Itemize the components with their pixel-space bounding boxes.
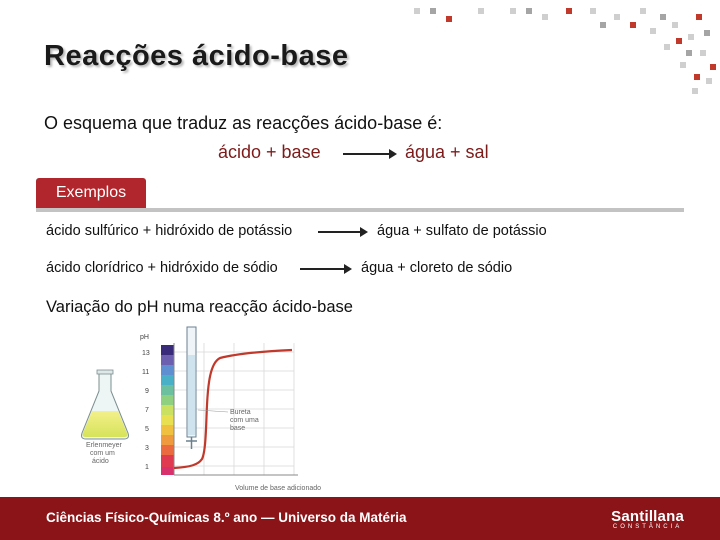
examples-tab: Exemplos: [36, 178, 146, 208]
ph-tick-5: 5: [145, 426, 149, 433]
ph-tick-11: 11: [142, 369, 150, 376]
publisher-subtitle: CONSTÂNCIA: [612, 524, 683, 530]
equation-left: ácido + base: [218, 142, 321, 162]
erlenmeyer-flask-icon: [82, 370, 129, 439]
slide-title: Reacções ácido-base: [44, 40, 349, 72]
x-axis-label: Volume de base adicionado: [235, 485, 322, 492]
ph-tick-9: 9: [145, 388, 149, 395]
burette-pointer: [198, 410, 228, 412]
footer-bar: [0, 497, 720, 540]
publisher-logo: [611, 508, 684, 530]
burette-label-line-3: base: [230, 425, 246, 432]
burette-label-line-1: Bureta: [230, 409, 251, 416]
flask-label-line-3: ácido: [92, 458, 109, 465]
intro-text: O esquema que traduz as reacções ácido-base é:: [44, 113, 443, 133]
ph-tick-7: 7: [145, 407, 149, 414]
burette-icon: [186, 327, 197, 449]
ph-tick-13: 13: [142, 350, 150, 357]
example-1-reactants: ácido sulfúrico + hidróxido de potássio: [46, 223, 293, 239]
example-2-products: água + cloreto de sódio: [361, 260, 513, 276]
example-1-arrow-icon: [318, 231, 366, 233]
ph-color-scale: [161, 345, 174, 475]
example-2-arrow-icon: [300, 268, 350, 270]
publisher-name: Santillana: [611, 508, 684, 525]
example-1-products: água + sulfato de potássio: [377, 223, 547, 239]
example-2-reactants: ácido clorídrico + hidróxido de sódio: [46, 260, 278, 276]
burette-label-line-2: com uma: [230, 417, 259, 424]
flask-label-line-2: com um: [90, 450, 115, 457]
ph-titration-figure: [80, 325, 350, 495]
flask-label-line-1: Erlenmeyer: [86, 442, 122, 449]
ph-tick-1: 1: [145, 464, 149, 471]
footer-text: Ciências Físico-Químicas 8.º ano — Universo da Matéria: [46, 510, 407, 525]
ph-tick-3: 3: [145, 445, 149, 452]
equation-arrow-icon: [343, 153, 395, 155]
figure-subtitle: Variação do pH numa reacção ácido-base: [46, 298, 353, 316]
equation-right: água + sal: [405, 142, 489, 162]
tab-divider: [36, 208, 684, 212]
ph-axis-label: pH: [140, 334, 149, 341]
